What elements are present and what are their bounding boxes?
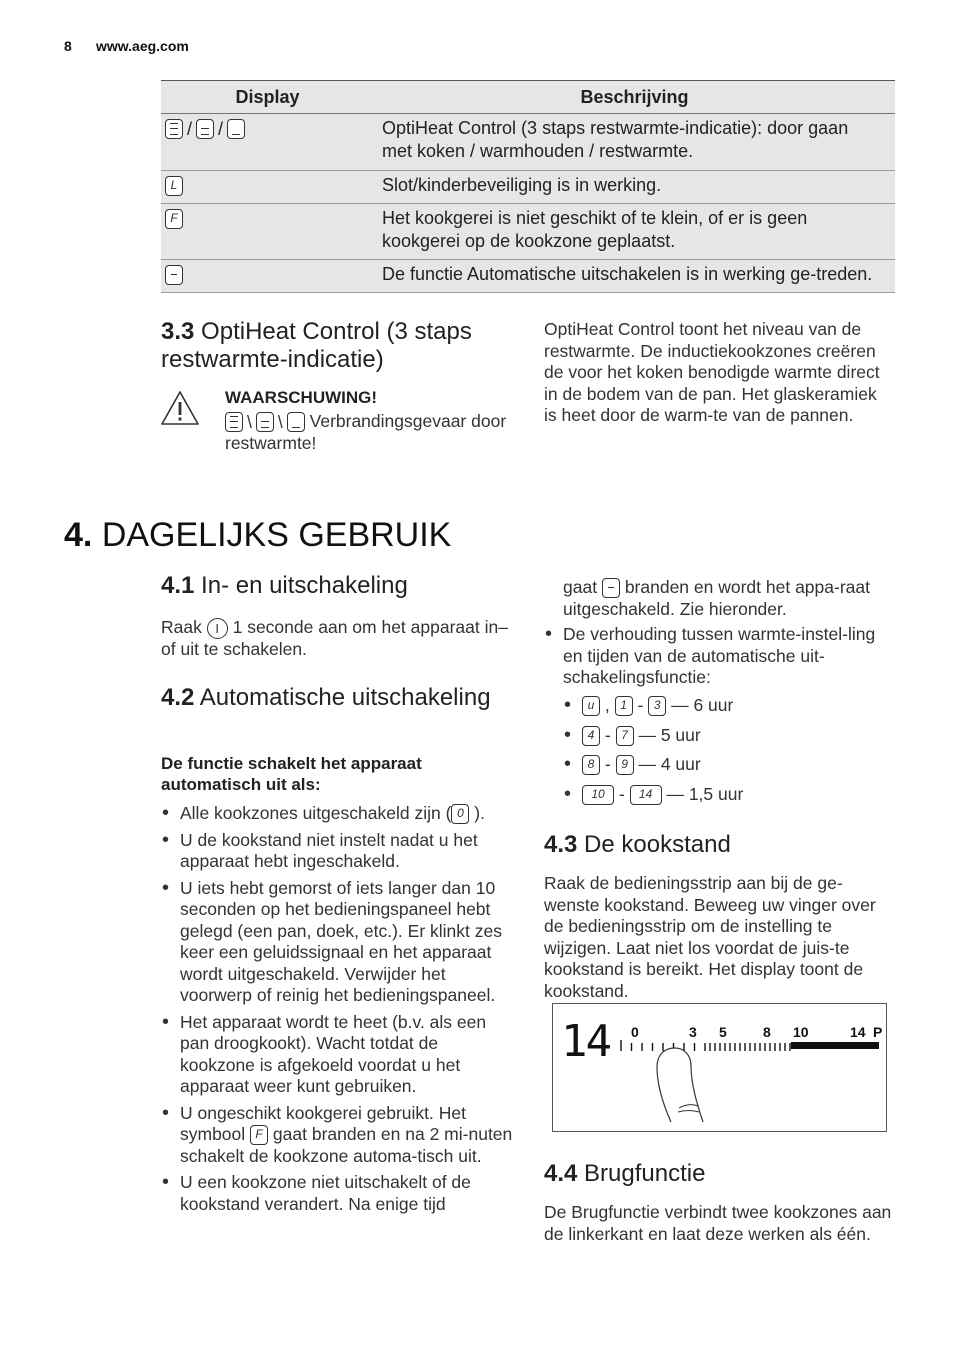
table-row [161,204,895,260]
level-symbol-icon: 1 [615,696,633,716]
level-symbol-icon: 14 [630,785,662,805]
scale-labels [631,1024,882,1040]
level-symbol-icon: 9 [616,755,634,775]
level-symbol-icon: u [582,696,600,716]
chapter-title [64,514,451,556]
dash-symbol-icon [165,265,183,285]
section-4-3-heading [544,831,889,859]
list-item [563,754,883,776]
one-bar-icon [287,412,305,432]
text: - [604,724,611,745]
page-number: 8 [64,38,72,54]
warning-triangle-icon [160,390,200,426]
section-title: OptiHeat Control (3 staps restwarmte-indicatie) [161,318,472,373]
scale-label: 8 [763,1024,771,1040]
level-symbol-icon: 10 [582,785,614,805]
table-cell-text: De functie Automatische uitschakelen is in werking ge-treden. [374,260,895,293]
power-level-time-list [563,695,883,813]
table-cell-text: Het kookgerei is niet geschikt of te klein, of er is geen kookgerei op de kookzone geplaatst. [374,204,895,260]
table-row [161,114,895,171]
chapter-number: 4. [64,516,93,554]
list-item [563,725,883,747]
section-title: Brugfunctie [584,1160,706,1187]
chapter-name: DAGELIJKS GEBRUIK [101,516,452,554]
table-row [161,260,895,293]
warning-block [225,387,525,455]
section-4-1-body [161,617,516,660]
section-number: 4.4 [544,1160,578,1187]
text: — 4 uur [638,754,701,774]
display-table [161,80,895,293]
table-cell-text: Slot/kinderbeveiliging is in werking. [374,171,895,204]
table-cell-symbols [161,114,374,171]
text: — 1,5 uur [666,783,744,804]
lock-l-icon: L [165,176,183,196]
section-title: De kookstand [584,831,731,858]
table-cell-symbols [161,204,374,260]
section-4-2-heading [161,684,521,712]
table-cell-text: OptiHeat Control (3 staps restwarmte-indicatie): door gaan met koken / warmhouden / restwarmte. [374,114,895,171]
three-bars-icon [225,412,243,432]
section-4-1-heading [161,572,521,600]
table-cell-symbols [161,260,374,293]
section-number: 3.3 [161,318,195,345]
list-item: • U iets hebt gemorst of iets langer dan 10 seconden op het bedieningspaneel hebt gelegd (een pan, doek, etc.). Er klinkt zes keer een geluidssignaal en het apparaat wordt uitgeschakeld. Verwijder het voorwerp of reinig het bedieningspaneel. [161,878,516,1007]
list-item [161,803,516,825]
warning-label: WAARSCHUWING! [225,388,378,407]
text: U ongeschikt kookgerei gebruikt. Het symbool [180,1102,466,1144]
three-bars-icon [165,119,183,139]
text: Alle kookzones uitgeschakeld zijn ( [180,803,452,823]
separator: / [218,118,224,139]
table-row [161,171,895,204]
f-symbol-icon: F [250,1125,268,1145]
scale-label: 0 [631,1024,639,1040]
text: gaat branden en na 2 mi-nuten schakelt de kookzone automa-tisch uit. [180,1124,513,1166]
warning-text [225,411,525,455]
section-title: Automatische uitschakeling [199,684,491,711]
text: 1 seconde aan om het apparaat in– of uit te schakelen. [161,617,508,659]
scale-ticks [621,1040,790,1051]
warning-sentence: Verbrandingsgevaar door restwarmte! [225,411,507,454]
zero-symbol-icon: 0 [451,804,469,824]
separator: \ [247,411,252,432]
text: ). [474,803,485,823]
section-4-2-lead: De functie schakelt het apparaat automatisch uit als: [161,754,422,794]
two-bars-icon [196,119,214,139]
power-button-icon: I [207,618,228,639]
scale-label: 10 [793,1024,809,1040]
scale-label: P [873,1024,883,1040]
table-header-row [161,81,895,114]
table-header-description: Beschrijving [374,81,895,114]
control-strip-diagram [552,1003,887,1132]
level-symbol-icon: 7 [616,726,634,746]
level-symbol-icon: 8 [582,755,600,775]
scale-label: 5 [719,1024,727,1040]
section-3-3-body: OptiHeat Control toont het niveau van de restwarmte. De inductiekookzones creëren de voor het koken benodigde warmte direct in de bodem van de pan. Het glaskeramiek is heet door de warm-te van de pannen. [544,319,880,425]
text: branden en wordt het appa-raat uitgeschakeld. Zie hieronder. [563,577,870,619]
separator: / [187,118,193,139]
list-item [563,784,883,806]
section-number: 4.2 [161,684,195,711]
text: - [637,695,644,715]
text: — 5 uur [638,724,701,745]
separator: \ [277,411,283,432]
text: - [604,754,611,774]
section-4-4-heading [544,1160,889,1188]
list-item [161,1103,516,1168]
two-bars-icon [256,412,274,432]
section-title: In- en uitschakeling [201,572,408,599]
display-value: 14 [561,1016,610,1067]
section-4-3-body: Raak de bedieningsstrip aan bij de ge-wenste kookstand. Beweeg uw vinger over de bedieningsstrip om de instelling te wijzigen. Laat niet los voordat de juis-te kookstand is bereikt. Het display toont de kookstand. [544,873,876,1001]
text: - [618,783,625,804]
scale-label: 3 [689,1024,697,1040]
ratio-list [544,624,894,694]
control-strip-illustration [553,1004,886,1131]
list-item: • Het apparaat wordt te heet (b.v. als een pan droogkookt). Wacht totdat de kookzone is afgekoeld voordat u het apparaat weer kunt gebruiken. [161,1012,516,1098]
auto-off-conditions-list [161,803,516,1220]
list-item: • De verhouding tussen warmte-instel-ling en tijden van de automatische uit-schakelingsfunctie: [544,624,894,689]
one-bar-icon [227,119,245,139]
section-3-3-heading [161,318,521,374]
section-number: 4.1 [161,572,195,599]
section-number: 4.3 [544,831,578,858]
scale-label: 14 [850,1024,866,1040]
table-header-display: Display [161,81,374,114]
list-item-continuation [563,577,888,620]
list-item: • U de kookstand niet instelt nadat u het apparaat hebt ingeschakeld. [161,830,516,873]
list-item: • U een kookzone niet uitschakelt of de kookstand verandert. Na enige tijd [161,1172,516,1215]
text: gaat [563,577,598,597]
level-symbol-icon: 4 [582,726,600,746]
list-item [563,695,883,717]
website-url: www.aeg.com [96,38,189,54]
table-cell-symbols [161,171,374,204]
text: , [604,695,610,715]
text: — 6 uur [671,695,734,715]
f-symbol-icon: F [165,209,183,229]
level-symbol-icon: 3 [648,696,666,716]
text: Raak [161,617,202,637]
scale-bar-fill [791,1042,879,1049]
section-4-4-body: De Brugfunctie verbindt twee kookzones aan de linkerkant en laat deze werken als één. [544,1202,892,1244]
dash-symbol-icon [602,578,620,598]
